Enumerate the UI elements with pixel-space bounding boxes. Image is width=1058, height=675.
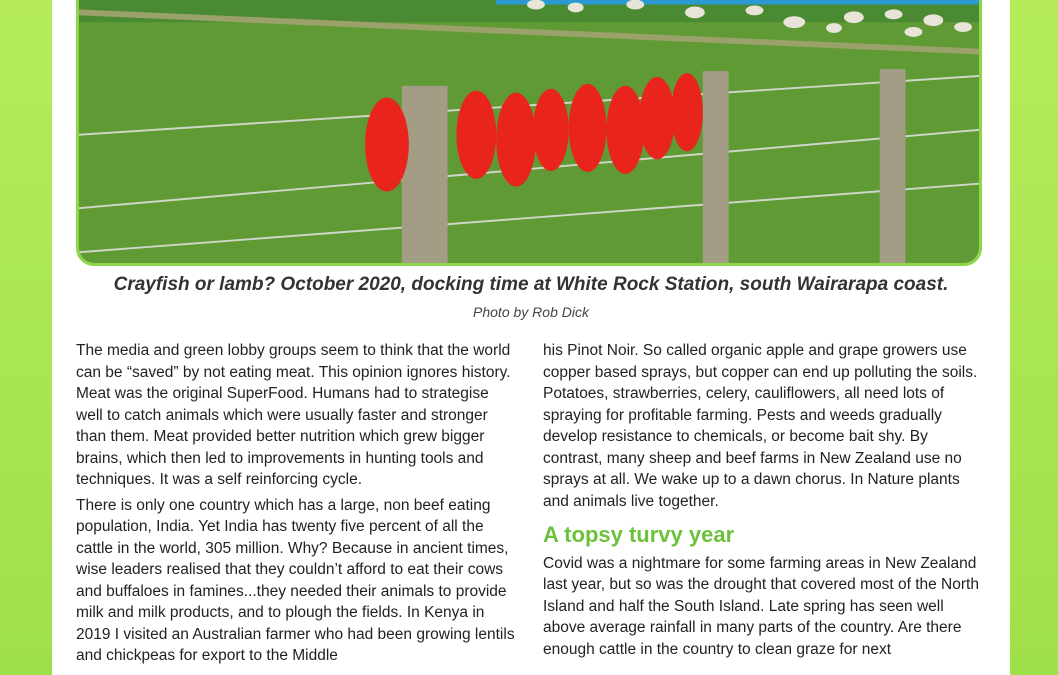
right-green-border (1010, 0, 1058, 675)
photo-image (79, 0, 979, 263)
photo-caption: Crayfish or lamb? October 2020, docking time at White Rock Station, south Wairarapa coast. (113, 274, 949, 295)
photo-credit: Photo by Rob Dick (473, 304, 589, 320)
left-column (76, 340, 518, 671)
page (52, 0, 1010, 675)
left-green-border (0, 0, 52, 675)
paragraph: There is only one country which has a large, non beef eating population, India. Yet India has twenty five percent of all the cattle in the world, 305 million. Why? Because in ancient times, wise leaders realised that they couldn’t afford to eat their cows and buffaloes in famines...they needed their animals to provide milk and milk products, and to plough the fields. In Kenya in 2019 I visited an Australian farmer who had been growing lentils and chickpeas for export to the Middle (76, 496, 515, 664)
right-column (543, 340, 985, 664)
paragraph: The media and green lobby groups seem to think that the world can be “saved” by not eating meat. This opinion ignores history. Meat was the original SuperFood. Humans had to strategise well to catch animals which were usually faster and stronger than them. Meat provided better nutrition which grew bigger brains, which then led to improvements in hunting tools and techniques. It was a self reinforcing cycle. (76, 342, 511, 488)
section-heading: A topsy turvy year (543, 522, 735, 547)
photo (76, 0, 982, 266)
paragraph: Covid was a nightmare for some farming areas in New Zealand last year, but so was the drought that covered most of the North Island and half the South Island. Late spring has seen well above average rainfall in many parts of the country. Are there enough cattle in the country to clean graze for next (543, 554, 979, 658)
paragraph: his Pinot Noir. So called organic apple and grape growers use copper based sprays, but copper can end up polluting the soils. Potatoes, strawberries, celery, cauliflowers, all need lots of spraying for profitable farming. Pests and weeds gradually develop resistance to chemicals, or become bait shy. By contrast, many sheep and beef farms in New Zealand use no sprays at all. We wake up to a dawn chorus. In Nature plants and animals live together. (543, 342, 978, 510)
